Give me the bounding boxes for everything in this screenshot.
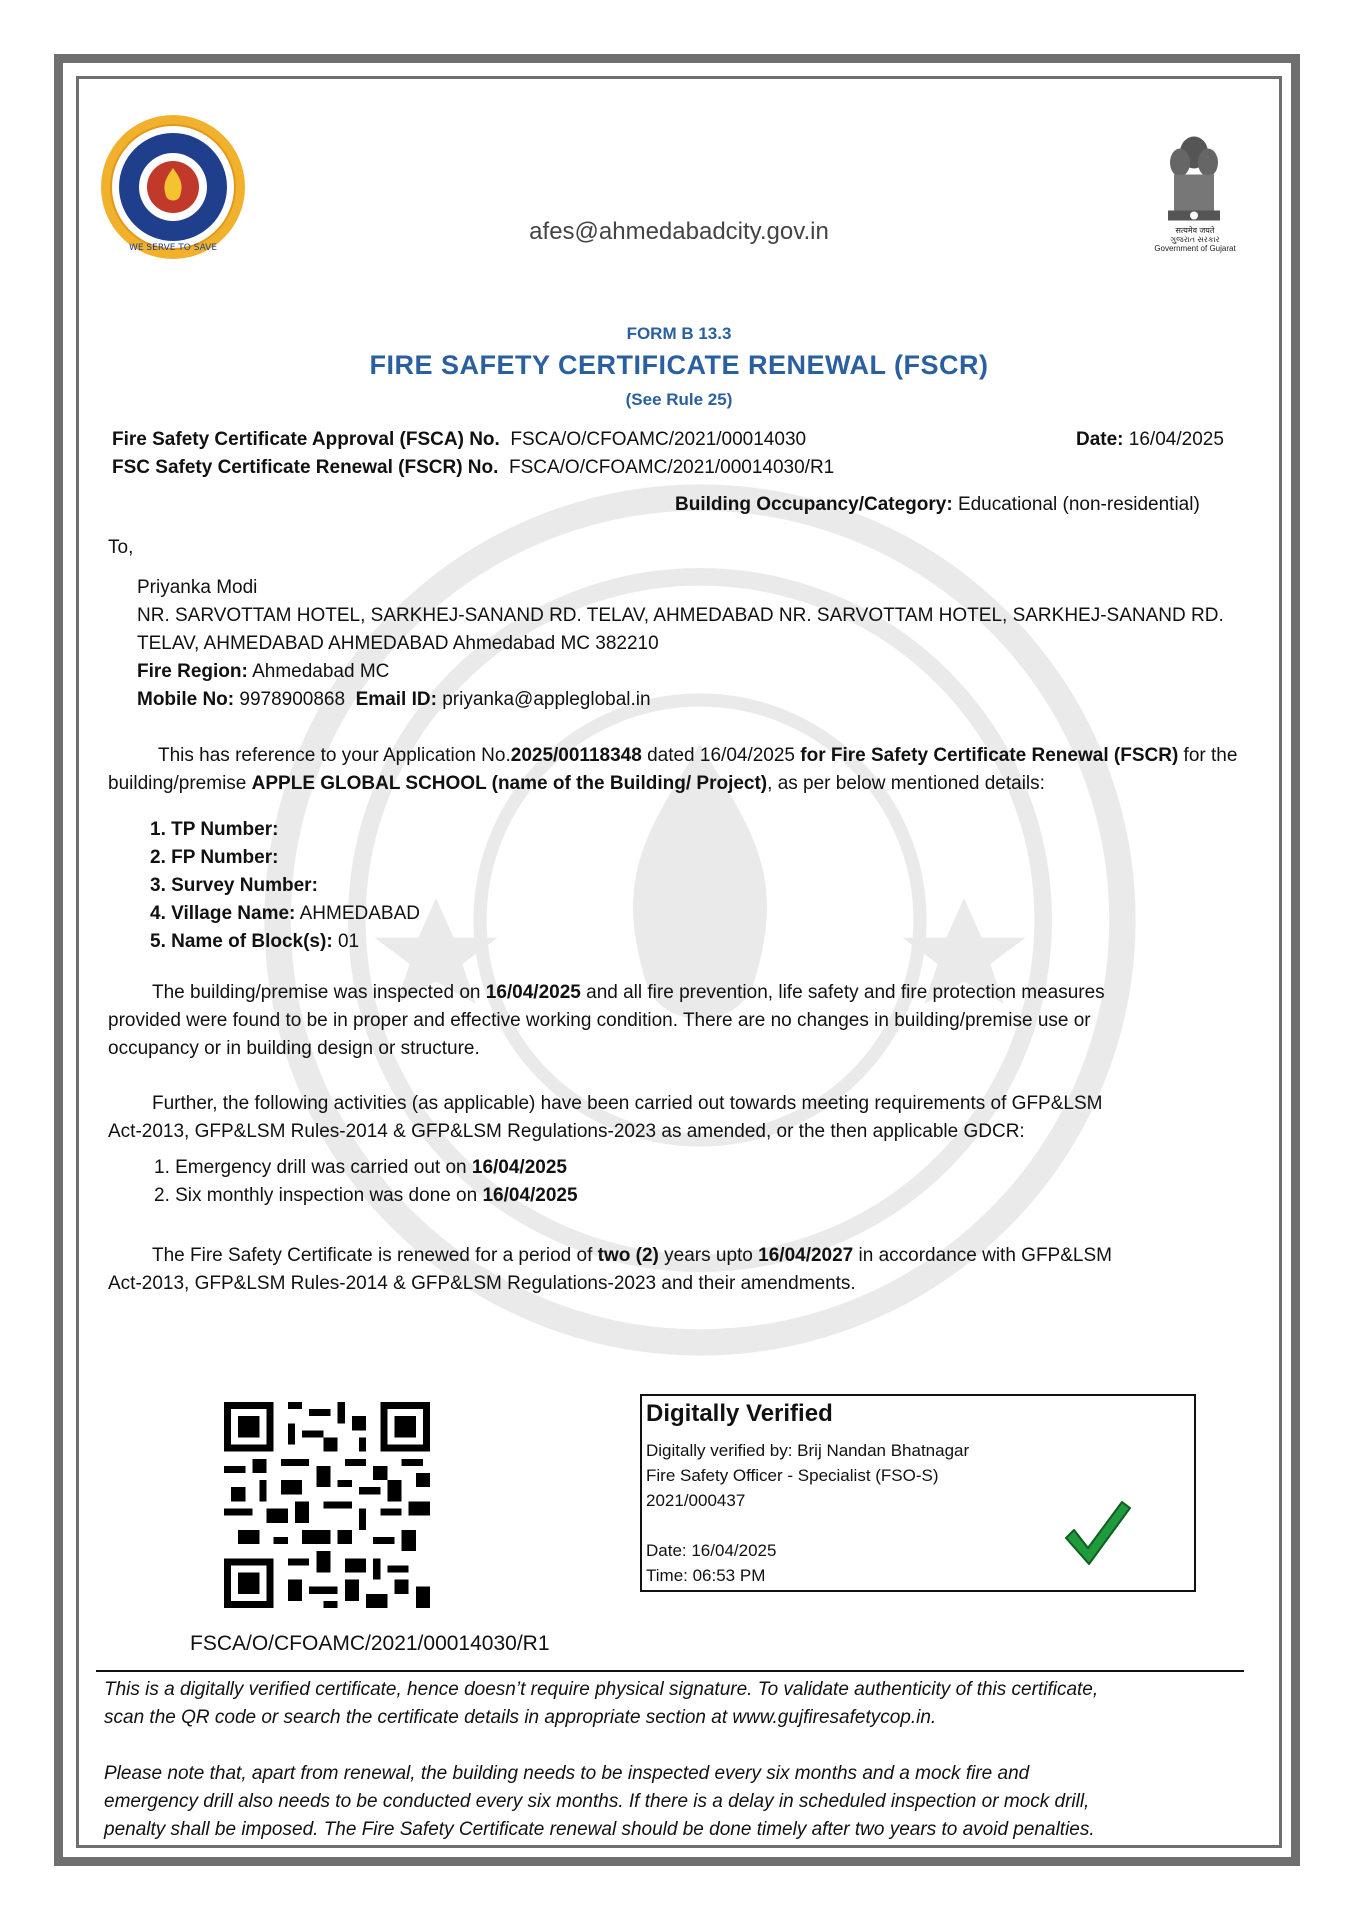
mobile-value: 9978900868 — [239, 689, 346, 710]
address-line-2: TELAV, AHMEDABAD AHMEDABAD Ahmedabad MC 382210 — [137, 633, 659, 654]
fsca-label: Fire Safety Certificate Approval (FSCA) No. — [112, 429, 500, 450]
header-email: afes@ahmedabadcity.gov.in — [529, 218, 829, 245]
qr-code-icon[interactable] — [224, 1402, 430, 1608]
inspection-paragraph: The building/premise was inspected on 16/04/2025 and all fire prevention, life safety and fire protection measures provided were found to be in proper and effective working condition. There are no changes in building/premise use or occupancy or in building design or structure. — [108, 982, 1105, 1059]
occupancy-value: Educational (non-residential) — [957, 494, 1200, 515]
verifier-id: 2021/000437 — [646, 1491, 746, 1510]
verification-title: Digitally Verified — [646, 1400, 833, 1427]
detail-tp-number: 1. TP Number: — [150, 819, 279, 840]
addressee-name: Priyanka Modi — [137, 577, 258, 598]
fscr-label: FSC Safety Certificate Renewal (FSCR) No. — [112, 457, 499, 478]
mobile-label: Mobile No: — [137, 689, 235, 710]
date-label: Date: — [1076, 429, 1124, 450]
date-value: 16/04/2025 — [1128, 429, 1224, 450]
detail-village-name: 4. Village Name: AHMEDABAD — [150, 903, 420, 924]
contact-row — [137, 688, 651, 712]
reference-paragraph: This has reference to your Application No.2025/00118348 dated 16/04/2025 for Fire Safety Certificate Renewal (FSCR) for the building/premise APPLE GLOBAL SCHOOL (name of the Building/ Project), as per below mentioned details: — [108, 745, 1238, 794]
svg-text:WE SERVE TO SAVE: WE SERVE TO SAVE — [128, 243, 218, 253]
verified-by: Digitally verified by: Brij Nandan Bhatnagar — [646, 1441, 970, 1460]
qr-caption: FSCA/O/CFOAMC/2021/00014030/R1 — [190, 1632, 550, 1655]
fire-region-row — [137, 660, 389, 684]
footer-divider — [96, 1670, 1244, 1672]
footer-validation-note: This is a digitally verified certificate, hence doesn’t require physical signature. To validate authenticity of this certificate, scan the QR code or search the certificate details in appropriate section at www.gujfiresafetycop.in. — [104, 1679, 1099, 1728]
form-title: FIRE SAFETY CERTIFICATE RENEWAL (FSCR) — [369, 350, 989, 380]
activity-item: 1. Emergency drill was carried out on 16/04/2025 — [154, 1157, 567, 1178]
email-value: priyanka@appleglobal.in — [442, 689, 651, 710]
fsca-value: FSCA/O/CFOAMC/2021/00014030 — [510, 429, 807, 450]
emblem-caption: सत्यमेव जयते ગુજરાત સરકાર Government of Gujarat — [1154, 226, 1236, 253]
occupancy-row — [675, 493, 1200, 517]
address-line-1: NR. SARVOTTAM HOTEL, SARKHEJ-SANAND RD. TELAV, AHMEDABAD NR. SARVOTTAM HOTEL, SARKHEJ-SANAND RD. — [137, 605, 1224, 626]
fire-region-value: Ahmedabad MC — [252, 661, 390, 682]
activity-item: 2. Six monthly inspection was done on 16/04/2025 — [154, 1185, 578, 1206]
renewal-paragraph: The Fire Safety Certificate is renewed for a period of two (2) years upto 16/04/2027 in accordance with GFP&LSM Act-2013, GFP&LSM Rules-2014 & GFP&LSM Regulations-2023 and their amendments. — [108, 1245, 1112, 1294]
fire-region-label: Fire Region: — [137, 661, 248, 682]
verification-date: Date: 16/04/2025 — [646, 1541, 777, 1560]
form-number: FORM B 13.3 — [626, 324, 732, 343]
fsca-row — [112, 428, 806, 452]
footer-penalty-note: Please note that, apart from renewal, the building needs to be inspected every six months and a mock fire and emergency drill also needs to be conducted every six months. If there is a delay in scheduled inspection or mock drill, penalty shall be imposed. The Fire Safety Certificate renewal should be done timely after two years to avoid penalties. — [104, 1763, 1095, 1840]
to-label: To, — [108, 537, 134, 558]
detail-survey-number: 3. Survey Number: — [150, 875, 318, 896]
fscr-row — [112, 456, 834, 480]
detail-fp-number: 2. FP Number: — [150, 847, 279, 868]
form-rule: (See Rule 25) — [625, 390, 733, 409]
email-label: Email ID: — [355, 689, 437, 710]
verifier-role: Fire Safety Officer - Specialist (FSO-S) — [646, 1466, 939, 1485]
date-row — [1076, 428, 1224, 452]
check-icon — [1062, 1498, 1132, 1570]
verification-time: Time: 06:53 PM — [646, 1566, 766, 1585]
activities-paragraph: Further, the following activities (as applicable) have been carried out towards meeting requirements of GFP&LSM Act-2013, GFP&LSM Rules-2014 & GFP&LSM Regulations-2023 as amended, or the then applicable GDCR: — [108, 1093, 1103, 1142]
occupancy-label: Building Occupancy/Category: — [675, 494, 953, 515]
fscr-value: FSCA/O/CFOAMC/2021/00014030/R1 — [508, 457, 835, 478]
detail-block-name: 5. Name of Block(s): 01 — [150, 931, 360, 952]
